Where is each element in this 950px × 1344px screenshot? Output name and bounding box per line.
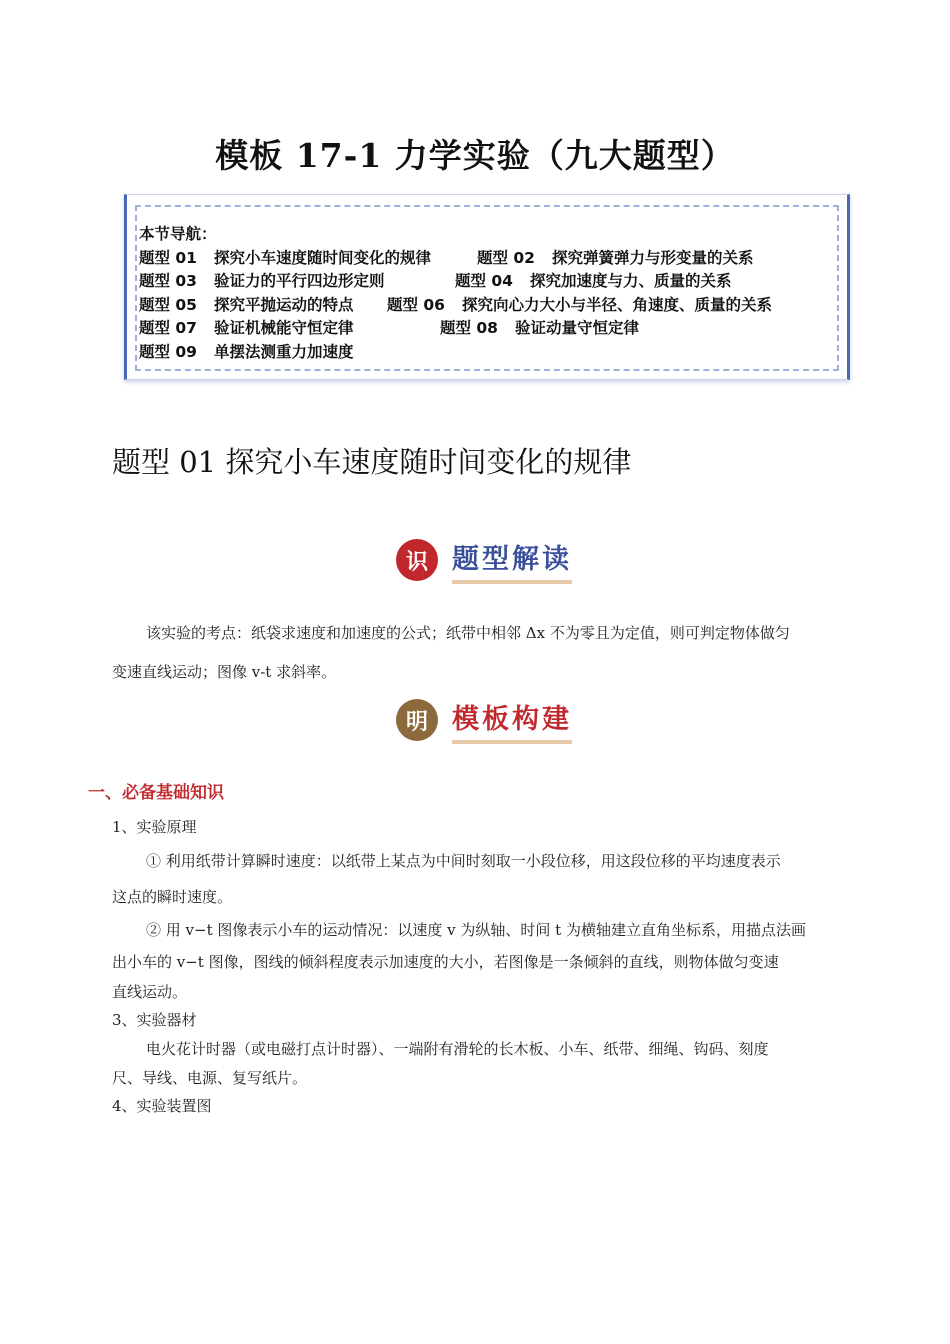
badge-topic-interpretation <box>396 536 572 584</box>
paragraph: 1、实验原理 <box>112 818 197 836</box>
nav-item-03-label[interactable]: 题型 03 <box>139 272 197 290</box>
nav-item-04-text[interactable]: 探究加速度与力、质量的关系 <box>530 272 732 290</box>
paragraph: ① 利用纸带计算瞬时速度：以纸带上某点为中间时刻取一小段位移，用这段位移的平均速度表示 <box>146 852 781 870</box>
badge-label: 模板构建 <box>452 697 572 744</box>
nav-item-05-label[interactable]: 题型 05 <box>139 295 197 314</box>
nav-item-03-text[interactable]: 验证力的平行四边形定则 <box>214 272 385 290</box>
nav-item-08-label[interactable]: 题型 08 <box>440 319 498 337</box>
badge-icon: 明 <box>396 699 438 741</box>
nav-item-08-text[interactable]: 验证动量守恒定律 <box>515 319 640 337</box>
badge-icon: 识 <box>396 539 438 581</box>
nav-item-06-label[interactable]: 题型 06 <box>387 295 445 314</box>
badge-label: 题型解读 <box>452 537 572 584</box>
intro-line-2: 变速直线运动；图像 v-t 求斜率。 <box>112 663 337 681</box>
nav-item-01-text[interactable]: 探究小车速度随时间变化的规律 <box>214 248 432 267</box>
nav-item-06-text[interactable]: 探究向心力大小与半径、角速度、质量的关系 <box>462 295 773 314</box>
paragraph: 电火花计时器（或电磁打点计时器）、一端附有滑轮的长木板、小车、纸带、细绳、钩码、刻度 <box>146 1040 769 1058</box>
nav-item-02-label[interactable]: 题型 02 <box>477 248 535 267</box>
subsection-heading: 一、必备基础知识 <box>88 783 224 803</box>
nav-item-07-text[interactable]: 验证机械能守恒定律 <box>214 319 354 337</box>
paragraph: 出小车的 v−t 图像，图线的倾斜程度表示加速度的大小，若图像是一条倾斜的直线，则物体做匀变速 <box>112 953 779 971</box>
nav-item-04-label[interactable]: 题型 04 <box>455 272 513 290</box>
nav-item-09-text[interactable]: 单摆法测重力加速度 <box>214 342 354 361</box>
paragraph: 4、实验装置图 <box>112 1097 212 1115</box>
nav-item-01-label[interactable]: 题型 01 <box>139 248 197 267</box>
nav-item-07-label[interactable]: 题型 07 <box>139 319 197 337</box>
nav-item-05-text[interactable]: 探究平抛运动的特点 <box>214 295 354 314</box>
section-heading: 题型 01 探究小车速度随时间变化的规律 <box>112 445 632 479</box>
paragraph: 3、实验器材 <box>112 1011 197 1029</box>
paragraph: 直线运动。 <box>112 983 188 1001</box>
navigation-heading: 本节导航： <box>139 225 217 243</box>
page-title: 模板 17-1 力学实验（九大题型） <box>215 136 735 175</box>
nav-item-09-label[interactable]: 题型 09 <box>139 342 197 361</box>
paragraph: 这点的瞬时速度。 <box>112 888 233 906</box>
paragraph: ② 用 v−t 图像表示小车的运动情况：以速度 v 为纵轴、时间 t 为横轴建立直角坐标系，用描点法画 <box>146 921 806 939</box>
paragraph: 尺、导线、电源、复写纸片。 <box>112 1069 308 1087</box>
nav-item-02-text[interactable]: 探究弹簧弹力与形变量的关系 <box>552 248 754 267</box>
badge-template-building <box>396 696 572 744</box>
section-navigation-box <box>124 194 850 380</box>
intro-line-1: 该实验的考点：纸袋求速度和加速度的公式；纸带中相邻 Δx 不为零且为定值，则可判定物体做匀 <box>146 624 790 642</box>
